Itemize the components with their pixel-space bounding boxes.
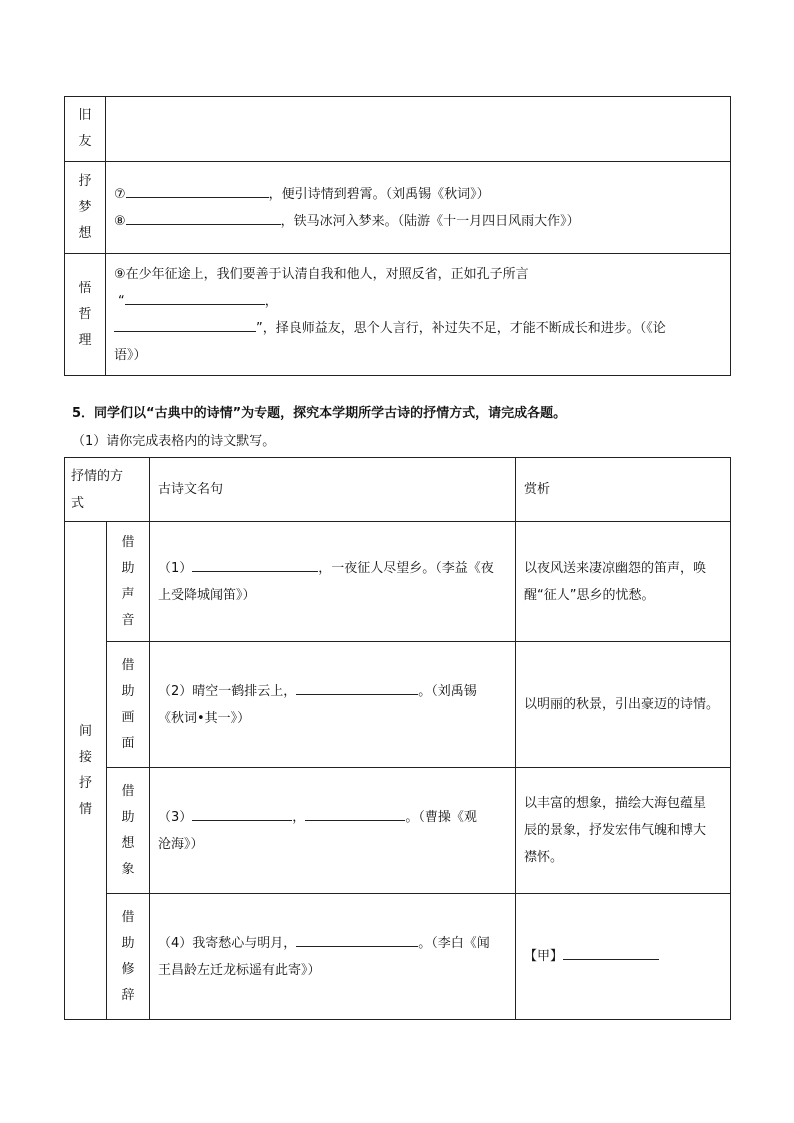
item-number: （3）	[158, 809, 193, 825]
content-cell-philosophy	[106, 254, 731, 376]
label-char: 借	[121, 783, 135, 799]
row-label-philosophy	[65, 254, 106, 376]
jia-label: 【甲】	[524, 949, 564, 964]
fill-blank-9a[interactable]	[125, 290, 265, 305]
poem-line: 王昌龄左迁龙标遥有此寄》）	[158, 962, 321, 978]
poem-line	[158, 930, 507, 957]
appreciation-cell-1	[516, 522, 731, 642]
line-text: ，铁马冰河入梦来。（陆游《十一月四日风雨大作》）	[280, 213, 580, 229]
poem-cell-2	[150, 642, 516, 768]
fill-blank-3b[interactable]	[305, 806, 405, 821]
answer-cell-old-friend[interactable]	[106, 97, 731, 162]
poem-line: 沧海》）	[158, 836, 204, 852]
label-char: 旧	[78, 108, 92, 123]
line-9-intro: ⑨在少年征途上，我们要善于认清自我和他人，对照反省，正如孔子所言	[114, 266, 529, 282]
label-char: 友	[78, 134, 92, 149]
appr-line: 以夜风送来凄凉幽怨的笛声，唤	[524, 560, 707, 576]
item-number: ⑦	[114, 186, 126, 202]
label-char: 哲	[78, 306, 92, 322]
row-dream	[65, 162, 731, 254]
fill-blank-4[interactable]	[296, 932, 418, 947]
label-char: 借	[121, 657, 135, 673]
item-number: ⑧	[114, 213, 126, 229]
label-char: 助	[121, 935, 135, 951]
question-5-title: 5．同学们以“古典中的诗情”为专题，探究本学期所学古诗的抒情方式，请完成各题。	[72, 406, 567, 421]
row-rhetoric	[65, 894, 731, 1020]
label-char: 悟	[78, 280, 92, 296]
poem-text: 。（曹操《观	[405, 809, 477, 825]
fill-blank-3a[interactable]	[192, 806, 292, 821]
label-char: 音	[121, 612, 135, 628]
memorization-table-top	[64, 96, 731, 376]
line-text: ”，择良师益友，思个人言行，补过失不足，才能不断成长和进步。（《论	[256, 320, 666, 336]
fill-blank-1[interactable]	[192, 557, 318, 572]
poem-text: （2）晴空一鹤排云上，	[158, 683, 297, 699]
poem-line	[158, 555, 507, 582]
label-char: 画	[121, 709, 135, 725]
fill-blank-2[interactable]	[296, 680, 418, 695]
appreciation-cell-2	[516, 642, 731, 768]
appr-line: 襟怀。	[524, 850, 564, 865]
lyric-methods-table	[64, 457, 731, 1020]
sub-label-rhetoric	[107, 894, 150, 1020]
sub-label-sound	[107, 522, 150, 642]
label-char: 情	[78, 801, 92, 817]
poem-text: （4）我寄愁心与明月，	[158, 935, 297, 951]
appr-line: 辰的景象，抒发宏伟气魄和博大	[524, 823, 707, 838]
header-poem: 古诗文名句	[150, 458, 516, 522]
header-row	[65, 458, 731, 522]
line-9-end: 语》）	[114, 347, 147, 363]
label-char: 象	[121, 861, 135, 877]
row-sound	[65, 522, 731, 642]
header-appreciation: 赏析	[516, 458, 731, 522]
header-method	[65, 458, 150, 522]
label-char: 抒	[78, 775, 92, 791]
item-number: （1）	[158, 560, 193, 576]
label-char: 间	[78, 723, 92, 739]
label-char: 借	[121, 909, 135, 925]
row-picture	[65, 642, 731, 768]
row-old-friend	[65, 97, 731, 162]
label-char: 想	[78, 225, 92, 241]
label-char: 声	[121, 586, 135, 602]
fill-blank-9b[interactable]	[114, 317, 256, 332]
poem-text: 。（刘禹锡	[418, 683, 477, 699]
content-cell-dream	[106, 162, 731, 254]
appreciation-cell-3	[516, 768, 731, 894]
appr-line: 醒“征人”思乡的忧愁。	[524, 587, 655, 603]
header-method-line1: 抒情的方	[71, 468, 124, 484]
line-9-blank1	[106, 288, 730, 315]
label-char: 理	[78, 332, 92, 348]
appreciation-cell-4	[516, 894, 731, 1020]
poem-text: 。（李白《闻	[418, 935, 490, 951]
poem-line: 《秋词•其一》）	[158, 710, 251, 726]
line-7	[106, 181, 730, 208]
fill-blank-8[interactable]	[126, 210, 281, 225]
label-char: 梦	[78, 199, 92, 215]
poem-line: 上受降城闻笛》）	[158, 587, 256, 603]
label-char: 修	[121, 961, 135, 977]
comma: ，	[264, 293, 278, 309]
label-char: 接	[78, 749, 92, 765]
label-char: 抒	[78, 173, 92, 189]
appr-line: 以明丽的秋景，引出豪迈的诗情。	[524, 697, 720, 712]
comma: ，	[292, 809, 306, 825]
label-char: 辞	[121, 987, 135, 1003]
appr-line: 以丰富的想象，描绘大海包蕴星	[524, 796, 707, 811]
fill-blank-jia[interactable]	[563, 945, 659, 960]
question-5-subtitle: （1）请你完成表格内的诗文默写。	[72, 434, 276, 449]
label-char: 助	[121, 683, 135, 699]
label-char: 助	[121, 809, 135, 825]
row-imagination	[65, 768, 731, 894]
poem-line	[158, 678, 507, 705]
poem-text: ，一夜征人尽望乡。（李益《夜	[318, 560, 494, 576]
sub-label-imagination	[107, 768, 150, 894]
label-char: 助	[121, 560, 135, 576]
row-label-dream	[65, 162, 106, 254]
line-8	[106, 208, 730, 235]
label-char: 想	[121, 835, 135, 851]
poem-cell-4	[150, 894, 516, 1020]
line-text: ，便引诗情到碧霄。（刘禹锡《秋词》）	[268, 186, 490, 202]
header-method-line2: 式	[71, 495, 85, 511]
group-label-indirect	[65, 522, 107, 1020]
poem-cell-3	[150, 768, 516, 894]
label-char: 面	[121, 735, 135, 751]
row-label-old-friend	[65, 97, 106, 162]
fill-blank-7[interactable]	[126, 183, 269, 198]
row-philosophy	[65, 254, 731, 376]
quote-open: “	[118, 293, 125, 309]
sub-label-picture	[107, 642, 150, 768]
poem-cell-1	[150, 522, 516, 642]
poem-line	[158, 804, 507, 831]
label-char: 借	[121, 534, 135, 550]
line-9-blank2	[106, 315, 730, 342]
